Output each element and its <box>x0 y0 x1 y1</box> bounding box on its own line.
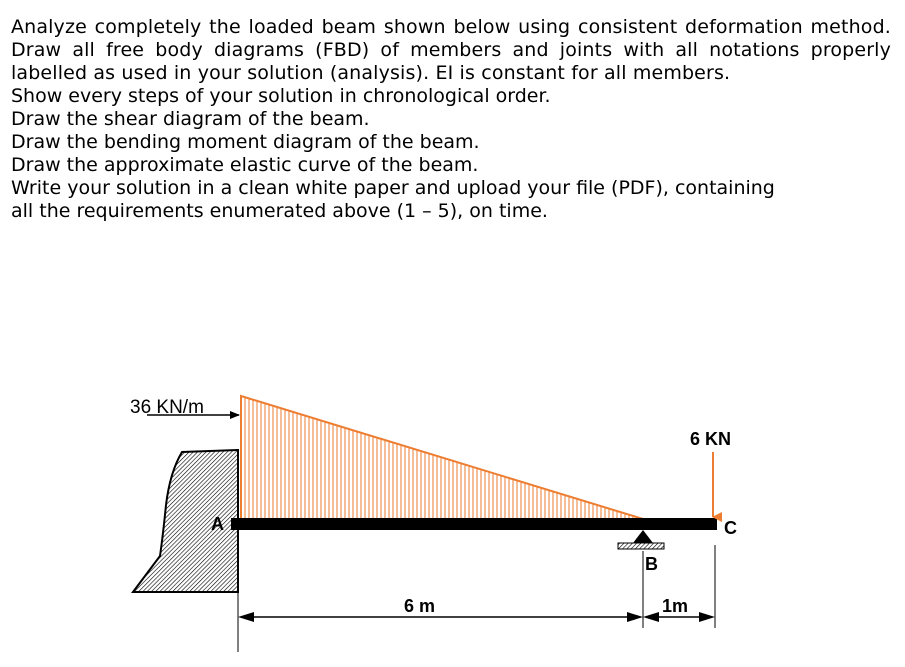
problem-step-3: Draw the bending moment diagram of the beam. <box>11 131 480 153</box>
problem-step-5: Write your solution in a clean white paper and upload your file (PDF), containing <box>11 177 775 199</box>
problem-step-4: Draw the approximate elastic curve of the beam. <box>11 154 479 176</box>
label-b: B <box>645 554 658 574</box>
dimension-ab <box>238 612 643 622</box>
label-c: C <box>724 518 737 538</box>
dimension-ab-label: 6 m <box>404 596 436 616</box>
distributed-load-label: 36 KN/m <box>130 397 204 418</box>
point-load-label: 6 KN <box>690 429 732 449</box>
problem-intro: Analyze completely the loaded beam shown below using consistent deformation method. Draw all free body diagrams (FBD) of members and joints with all notations properly labelled as used in your solution (analysis). EI is constant for all members. <box>11 16 891 84</box>
problem-step-1: Show every steps of your solution in chronological order. <box>11 85 551 107</box>
beam <box>231 518 717 530</box>
dimension-bc-label: 1m <box>662 596 689 616</box>
problem-step-2: Draw the shear diagram of the beam. <box>11 108 370 130</box>
problem-last-line: all the requirements enumerated above (1 – 5), on time. <box>11 200 548 222</box>
distributed-load <box>241 396 643 519</box>
pin-support-b <box>618 530 664 549</box>
label-a: A <box>211 514 224 534</box>
